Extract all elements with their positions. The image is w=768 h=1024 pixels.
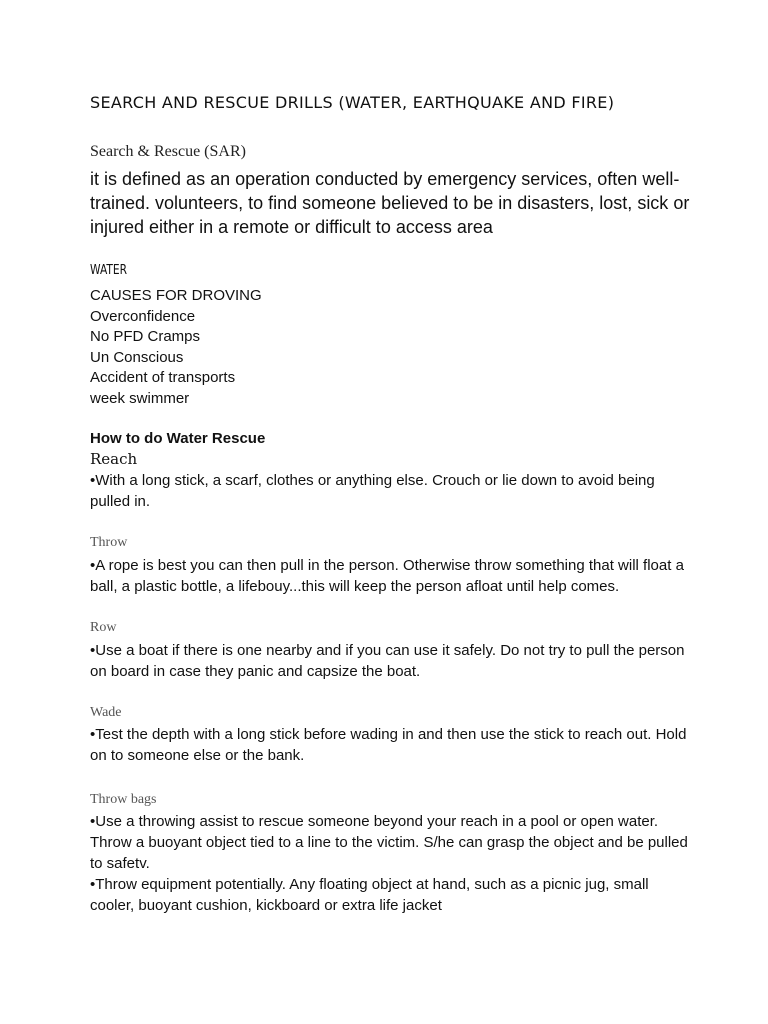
throw-heading: Throw [90,535,128,550]
row-text: •Use a boat if there is one nearby and if you can use it safely. Do not try to pull the person on board in case they panic and capsize the boat. [90,642,685,680]
cause-item: Overconfidence [90,307,196,325]
water-heading: WATER [90,263,128,278]
cause-item: Accident of transports [90,369,236,387]
throw-bags-text-2: •Throw equipment potentially. Any floating object at hand, such as a picnic jug, small cooler, buoyant cushion, kickboard or extra life jacket [90,876,649,914]
reach-text: •With a long stick, a scarf, clothes or anything else. Crouch or lie down to avoid being pulled in. [90,472,655,510]
wade-heading: Wade [90,705,122,720]
wade-text: •Test the depth with a long stick before wading in and then use the stick to reach out. Hold on to someone else or the bank. [90,726,687,764]
throw-text: •A rope is best you can then pull in the person. Otherwise throw something that will float a ball, a plastic bottle, a lifebouy...this will keep the person afloat until help comes. [90,557,684,595]
document-title: SEARCH AND RESCUE DRILLS (WATER, EARTHQUAKE AND FIRE) [90,93,615,112]
cause-item: week swimmer [90,389,190,407]
sar-definition: it is defined as an operation conducted by emergency services, often well-trained. volunteers, to find someone believed to be in disasters, lost, sick or injured either in a remote or difficult to access area [90,169,690,237]
reach-heading: Reach [90,450,138,468]
throw-bags-text-1: •Use a throwing assist to rescue someone beyond your reach in a pool or open water. Throw a buoyant object tied to a line to the victim. S/he can grasp the object and be pulled to safetv. [90,813,688,872]
row-heading: Row [90,620,117,635]
cause-item: No PFD Cramps [90,328,201,346]
sar-heading: Search & Rescue (SAR) [90,143,246,160]
causes-heading: CAUSES FOR DROVING [90,287,262,304]
water-rescue-heading: How to do Water Rescue [90,430,266,447]
cause-item: Un Conscious [90,348,184,366]
throw-bags-heading: Throw bags [90,792,157,807]
causes-list [90,286,262,410]
